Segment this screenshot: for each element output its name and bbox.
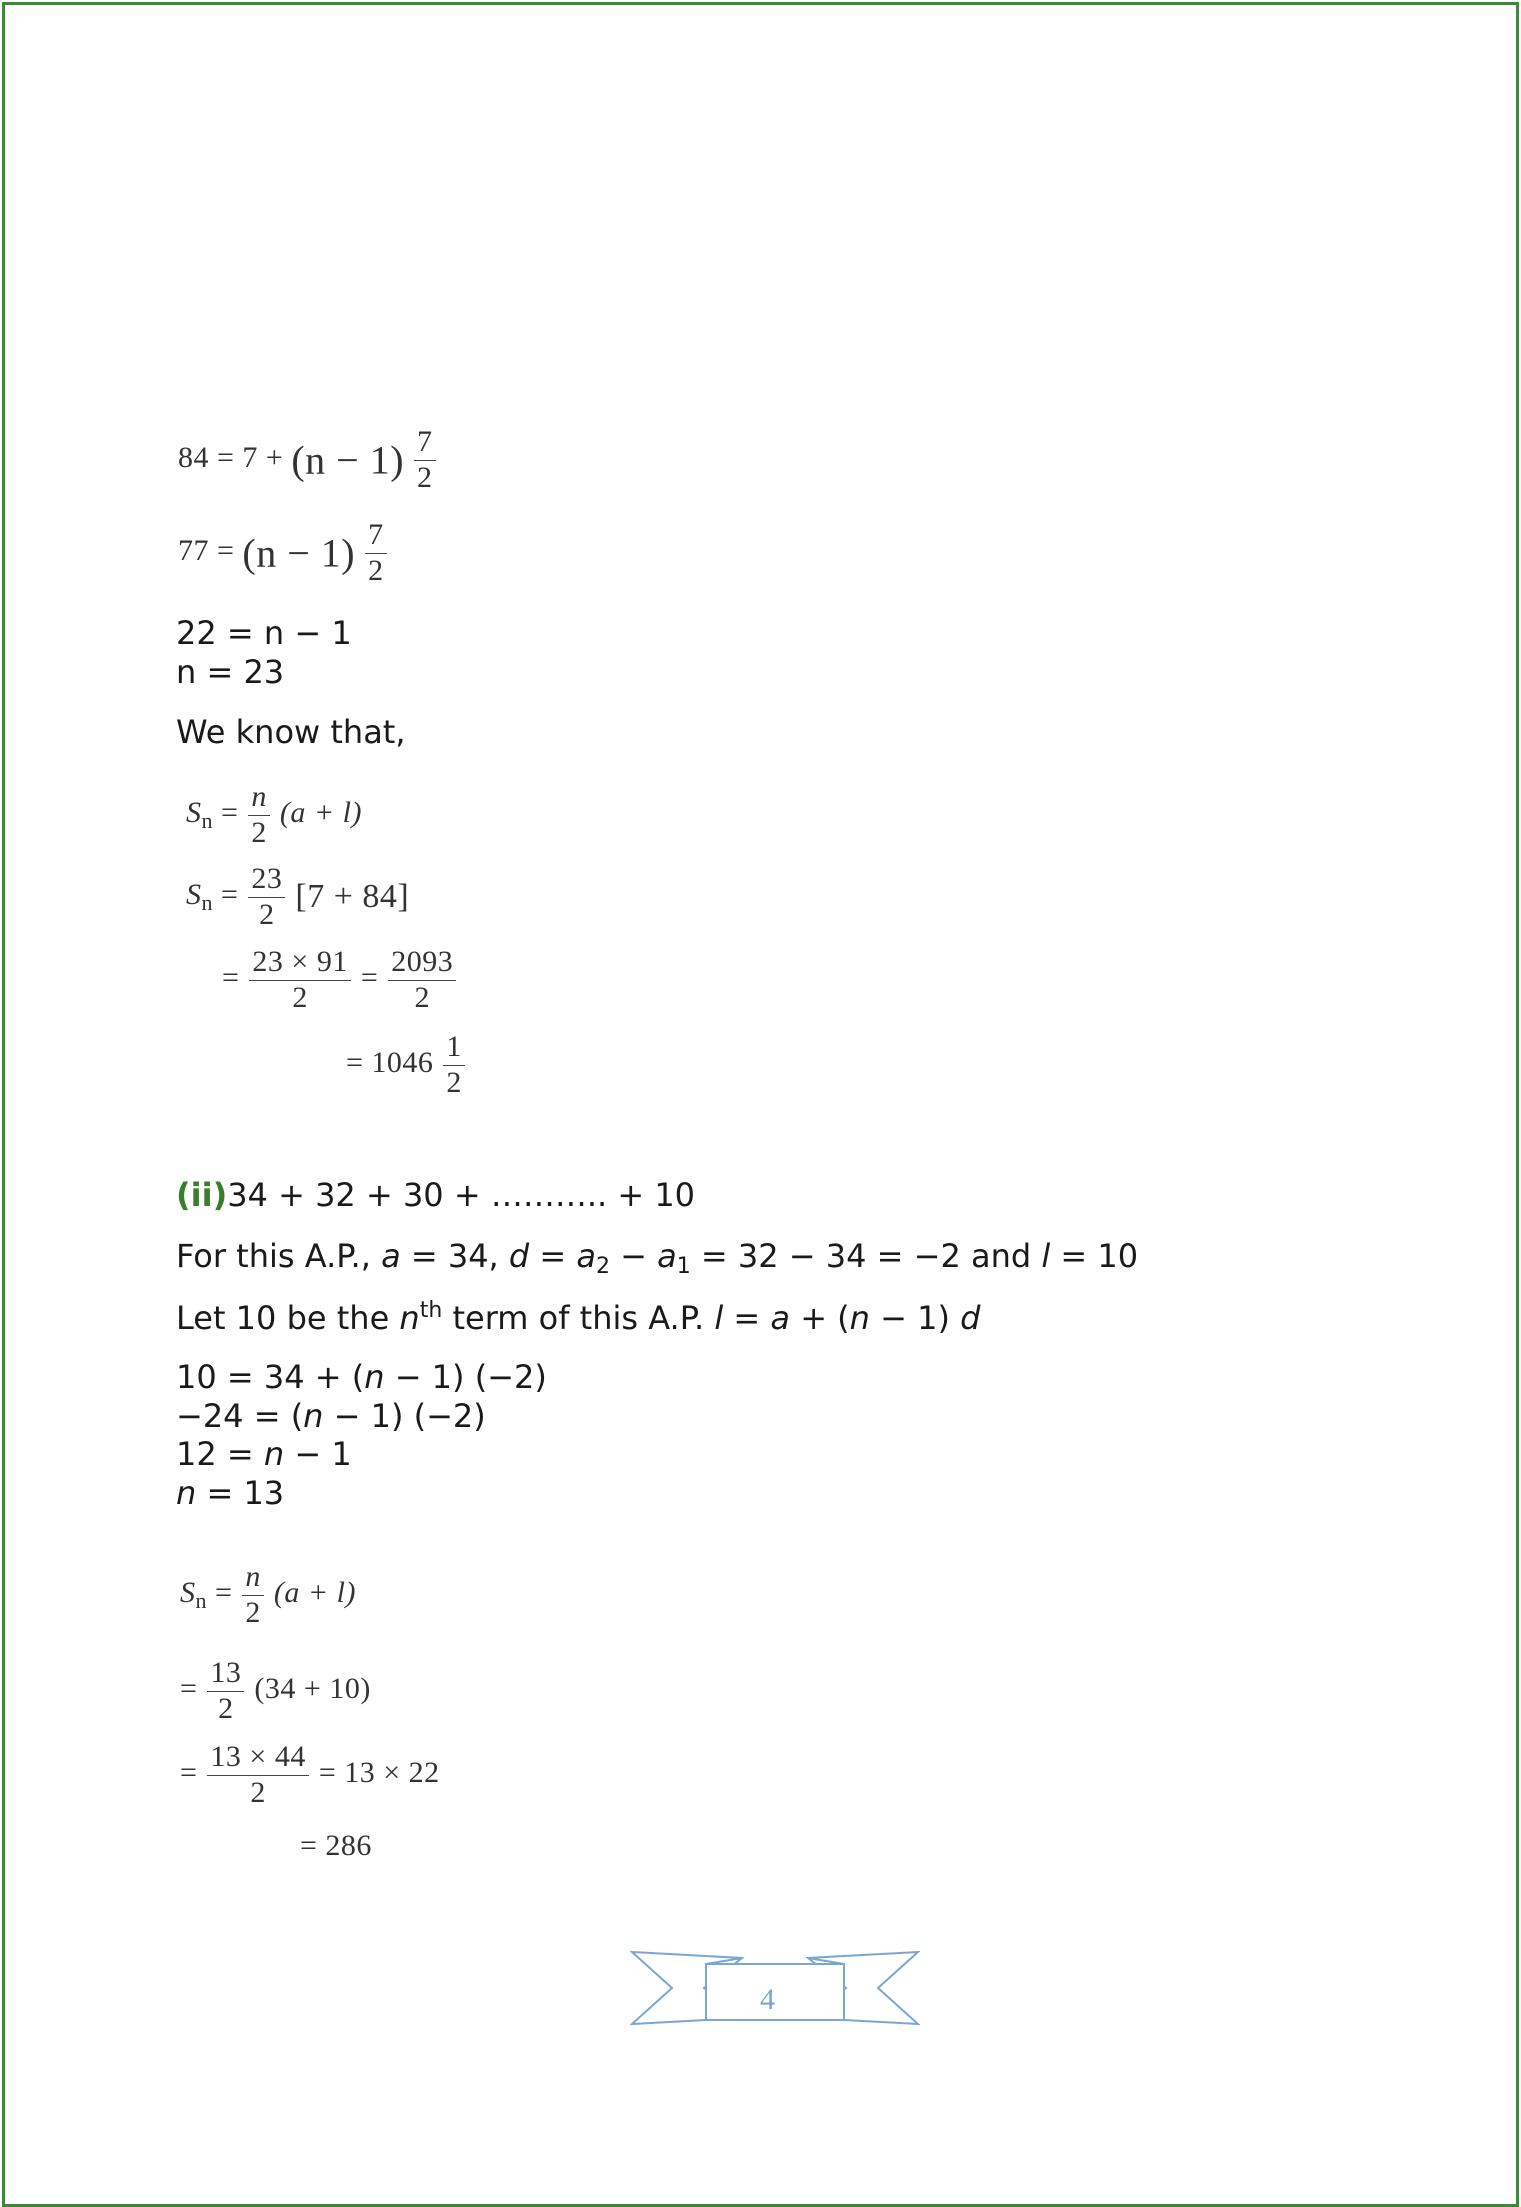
sn-formula-2: $S_n$ = $\frac{n}{2}$ (a + l)	[180, 1560, 356, 1629]
part-ii-series: 34 + 32 + 30 + ……….. + 10	[227, 1176, 696, 1214]
equation-n-13: n = 13	[176, 1474, 285, 1512]
sn-result-1: = 1046 $\frac{1}{2}$	[346, 1030, 467, 1100]
equation-12: 12 = n − 1	[176, 1435, 352, 1473]
equation-77: 77 = (n − 1) $\frac{7}{2}$	[178, 518, 389, 588]
equation-n-23: n = 23	[176, 653, 285, 691]
equation-22: 22 = n − 1	[176, 614, 352, 652]
equation-10: 10 = 34 + (n − 1) (−2)	[176, 1358, 547, 1396]
equation-minus-24: −24 = (n − 1) (−2)	[176, 1397, 486, 1435]
page-number: 4	[760, 1983, 775, 2016]
sn-calc-2: = $\frac{13 \times 44}{2}$ = 13 × 22	[180, 1740, 440, 1809]
ap-parameters: For this A.P., a = 34, $d = a_2 - a_1 = 32 - 34 = -2$ and l = 10	[176, 1237, 1139, 1279]
page-border	[2, 2, 1519, 2207]
sn-substitution-1: $S_n$ = $\frac{23}{2}$ [7 + 84]	[186, 862, 410, 931]
page-number-ribbon	[630, 1948, 920, 2028]
sn-result-2: = 286	[300, 1829, 372, 1862]
we-know-that: We know that,	[176, 713, 406, 751]
sn-substitution-2: = $\frac{13}{2}$ (34 + 10)	[180, 1656, 371, 1725]
part-ii-heading	[176, 1176, 695, 1214]
sn-formula-1: $S_n$ = $\frac{n}{2}$ (a + l)	[186, 780, 362, 849]
part-ii-label: (ii)	[176, 1176, 228, 1214]
equation-84: 84 = 7 + (n − 1) $\frac{7}{2}$	[178, 425, 438, 495]
sn-calc-1: = $\frac{23 \times 91}{2}$ = $\frac{2093}{2}$	[222, 945, 458, 1015]
nth-term-statement: Let 10 be the $n^{th}$ term of this A.P. l = a + (n − 1) d	[176, 1298, 981, 1337]
